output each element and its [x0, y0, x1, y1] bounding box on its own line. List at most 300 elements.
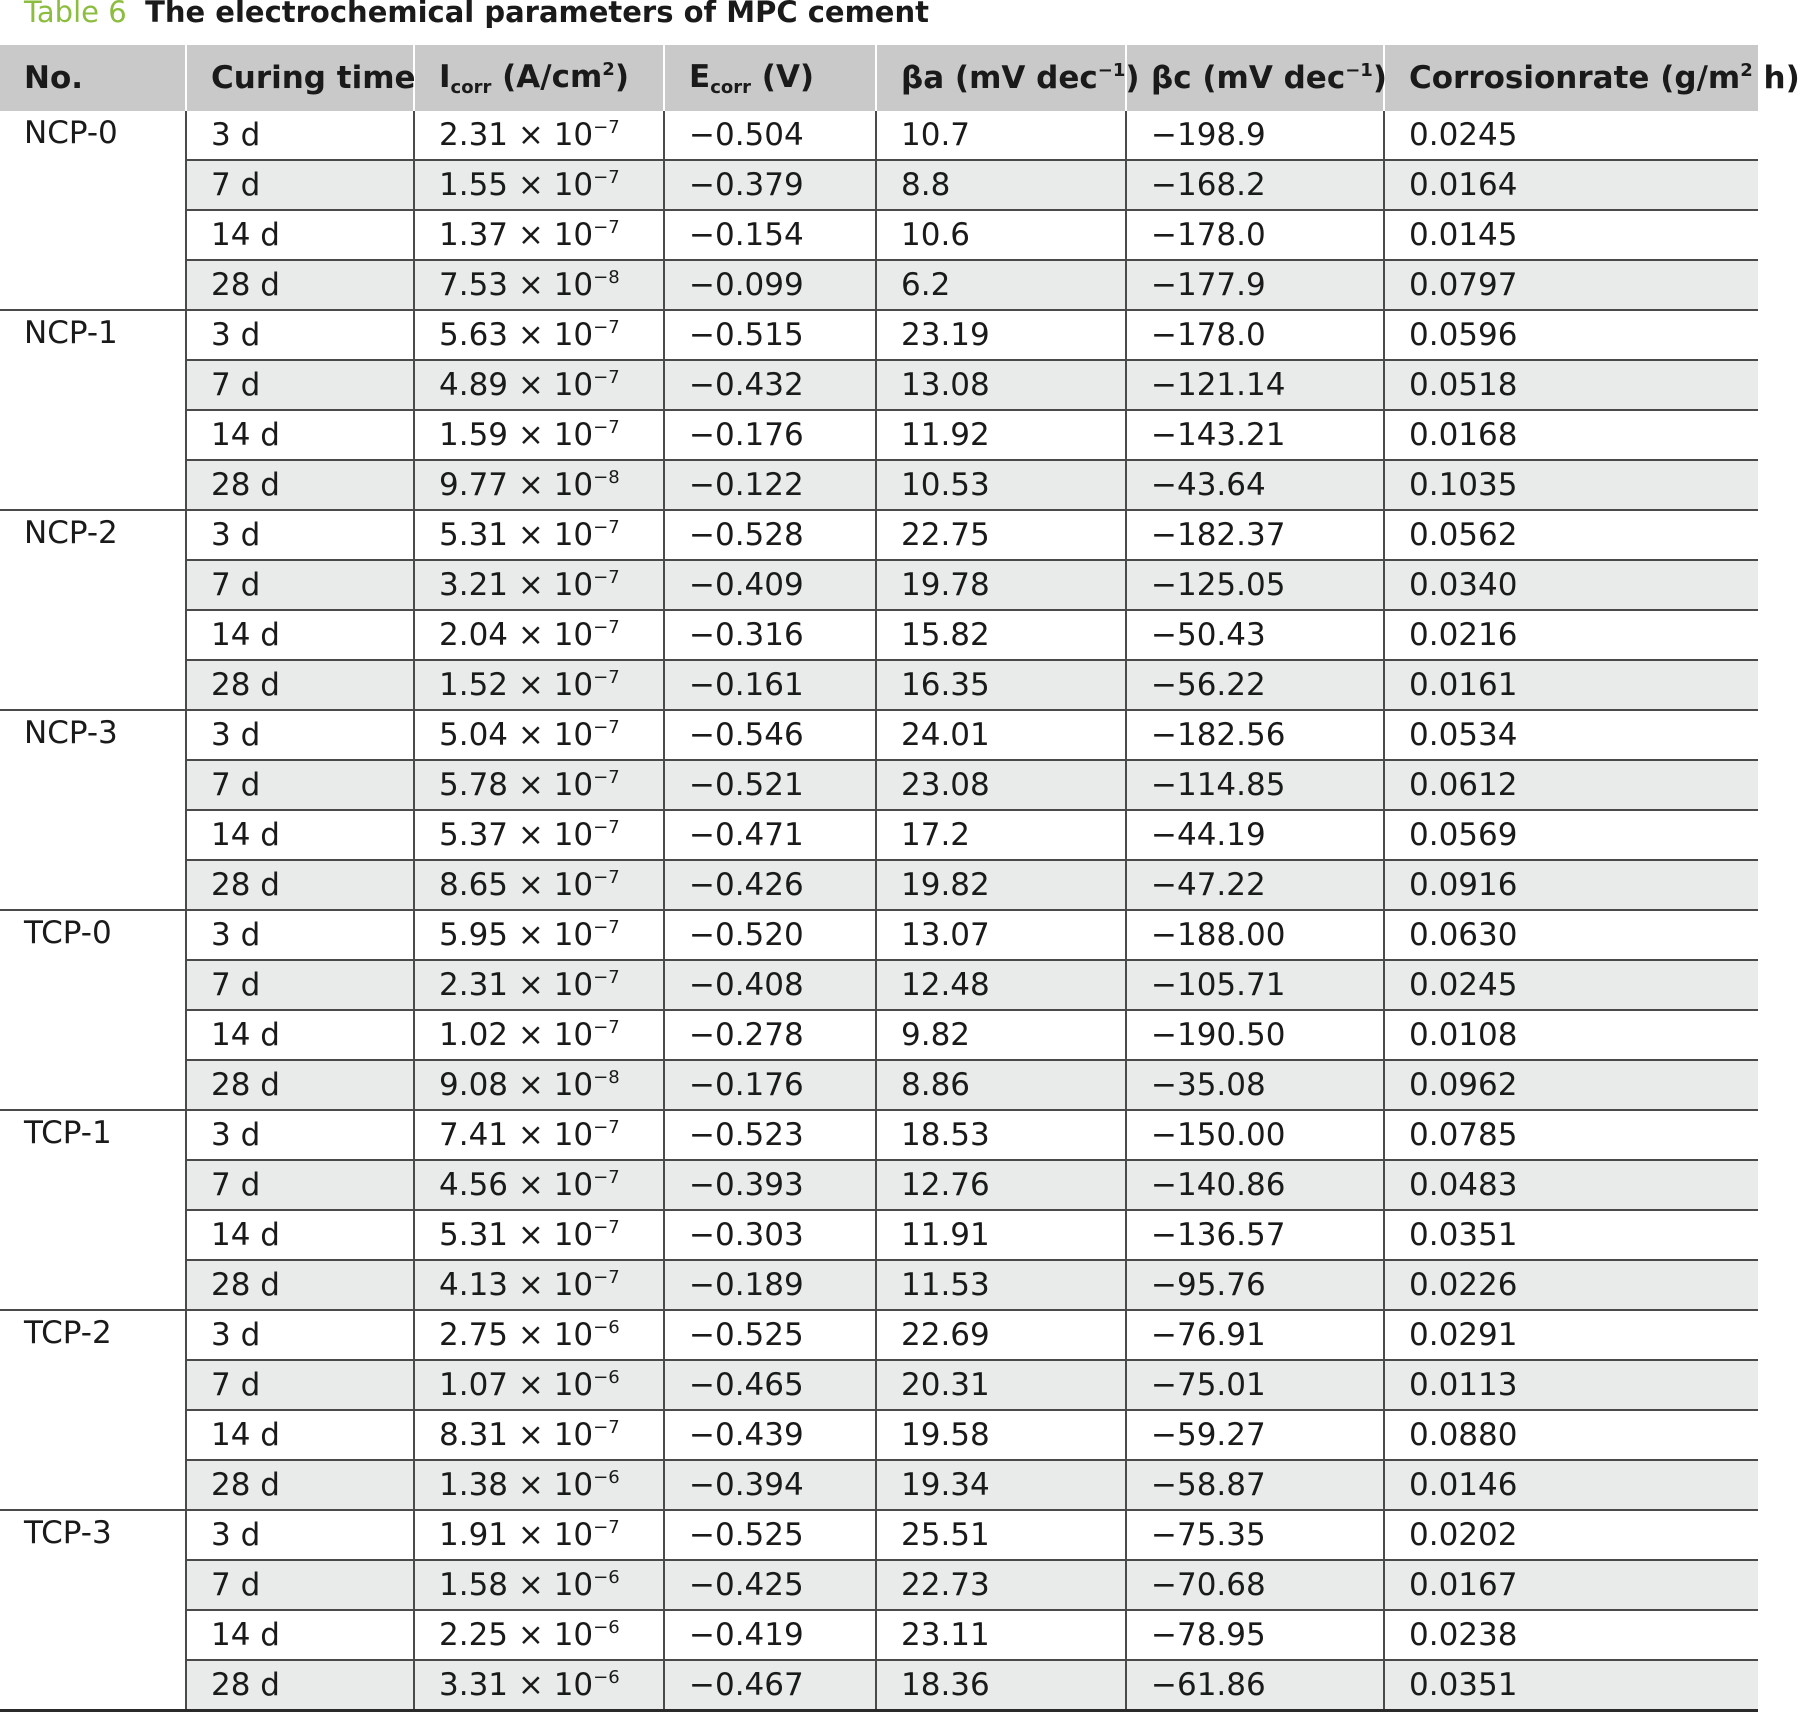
table-row	[0, 260, 1758, 310]
corrosion-rate-cell: 0.0880	[1384, 1410, 1758, 1460]
beta-c-cell: −150.00	[1126, 1110, 1384, 1160]
ecorr-cell: −0.099	[664, 260, 876, 310]
icorr-exponent: −7	[593, 617, 620, 638]
icorr-cell	[414, 1560, 664, 1610]
beta-c-cell: −95.76	[1126, 1260, 1384, 1310]
beta-a-cell: 11.53	[876, 1260, 1126, 1310]
icorr-mantissa: 1.58 × 10	[439, 1567, 594, 1603]
icorr-exponent: −7	[593, 117, 620, 138]
icorr-exponent: −7	[593, 717, 620, 738]
corrosion-rate-cell: 0.0146	[1384, 1460, 1758, 1510]
header-corrosion-rate-superscript: 2	[1740, 60, 1753, 81]
header-beta-a-superscript: −1	[1097, 60, 1126, 81]
sample-id-cell: NCP-0	[0, 111, 186, 310]
icorr-cell	[414, 610, 664, 660]
icorr-mantissa: 5.78 × 10	[439, 767, 594, 803]
beta-a-cell: 25.51	[876, 1510, 1126, 1560]
curing-time-cell: 7 d	[186, 1560, 414, 1610]
beta-a-cell: 16.35	[876, 660, 1126, 710]
icorr-exponent: −7	[593, 1117, 620, 1138]
icorr-cell	[414, 410, 664, 460]
table-title: The electrochemical parameters of MPC cement	[145, 0, 929, 29]
table-row	[0, 1210, 1758, 1260]
ecorr-cell: −0.176	[664, 1060, 876, 1110]
curing-time-cell: 28 d	[186, 1060, 414, 1110]
table-row	[0, 210, 1758, 260]
icorr-exponent: −7	[593, 767, 620, 788]
beta-c-cell: −177.9	[1126, 260, 1384, 310]
curing-time-cell: 7 d	[186, 1160, 414, 1210]
header-icorr-close: )	[614, 58, 629, 95]
beta-c-cell: −143.21	[1126, 410, 1384, 460]
beta-c-cell: −75.35	[1126, 1510, 1384, 1560]
corrosion-rate-cell: 0.0630	[1384, 910, 1758, 960]
table-row	[0, 910, 1758, 960]
icorr-cell	[414, 210, 664, 260]
table-row	[0, 1010, 1758, 1060]
beta-a-cell: 11.92	[876, 410, 1126, 460]
sample-id-cell: NCP-3	[0, 710, 186, 910]
corrosion-rate-cell: 0.0562	[1384, 510, 1758, 560]
ecorr-cell: −0.316	[664, 610, 876, 660]
table-row	[0, 1160, 1758, 1210]
ecorr-cell: −0.409	[664, 560, 876, 610]
table-row	[0, 1660, 1758, 1710]
icorr-cell	[414, 710, 664, 760]
icorr-cell	[414, 460, 664, 510]
table-row	[0, 1560, 1758, 1610]
icorr-exponent: −7	[593, 1267, 620, 1288]
table-header	[0, 45, 1800, 111]
beta-c-cell: −59.27	[1126, 1410, 1384, 1460]
icorr-cell	[414, 960, 664, 1010]
corrosion-rate-cell: 0.0534	[1384, 710, 1758, 760]
icorr-exponent: −6	[593, 1567, 620, 1588]
icorr-cell	[414, 660, 664, 710]
beta-a-cell: 6.2	[876, 260, 1126, 310]
ecorr-cell: −0.278	[664, 1010, 876, 1060]
icorr-mantissa: 7.53 × 10	[439, 267, 594, 303]
curing-time-cell: 14 d	[186, 1410, 414, 1460]
ecorr-cell: −0.521	[664, 760, 876, 810]
icorr-mantissa: 2.75 × 10	[439, 1317, 594, 1353]
corrosion-rate-cell: 0.0113	[1384, 1360, 1758, 1410]
beta-a-cell: 24.01	[876, 710, 1126, 760]
curing-time-cell: 3 d	[186, 1510, 414, 1560]
corrosion-rate-cell: 0.0168	[1384, 410, 1758, 460]
beta-c-cell: −182.37	[1126, 510, 1384, 560]
header-row	[0, 45, 1758, 111]
ecorr-cell: −0.432	[664, 360, 876, 410]
icorr-mantissa: 5.31 × 10	[439, 1217, 594, 1253]
header-beta-c	[1126, 45, 1387, 111]
header-ecorr-symbol: E	[689, 58, 711, 95]
ecorr-cell: −0.393	[664, 1160, 876, 1210]
beta-c-cell: −50.43	[1126, 610, 1384, 660]
curing-time-cell: 7 d	[186, 760, 414, 810]
table-row	[0, 660, 1758, 710]
header-beta-c-text: βc (mV dec	[1151, 60, 1346, 96]
table-number: Table 6	[24, 0, 127, 29]
header-icorr-unit: (A/cm	[491, 58, 603, 95]
beta-c-cell: −61.86	[1126, 1660, 1384, 1710]
corrosion-rate-cell: 0.0161	[1384, 660, 1758, 710]
beta-a-cell: 22.73	[876, 1560, 1126, 1610]
icorr-cell	[414, 910, 664, 960]
icorr-mantissa: 8.65 × 10	[439, 867, 594, 903]
curing-time-cell: 3 d	[186, 111, 414, 160]
icorr-cell	[414, 360, 664, 410]
beta-c-cell: −125.05	[1126, 560, 1384, 610]
ecorr-cell: −0.303	[664, 1210, 876, 1260]
ecorr-cell: −0.504	[664, 111, 876, 160]
icorr-exponent: −8	[593, 267, 620, 288]
beta-a-cell: 17.2	[876, 810, 1126, 860]
curing-time-cell: 14 d	[186, 1610, 414, 1660]
icorr-mantissa: 5.37 × 10	[439, 817, 594, 853]
corrosion-rate-cell: 0.0916	[1384, 860, 1758, 910]
curing-time-cell: 7 d	[186, 360, 414, 410]
corrosion-rate-cell: 0.0216	[1384, 610, 1758, 660]
icorr-cell	[414, 560, 664, 610]
corrosion-rate-cell: 0.0145	[1384, 210, 1758, 260]
ecorr-cell: −0.161	[664, 660, 876, 710]
corrosion-rate-cell: 0.0108	[1384, 1010, 1758, 1060]
corrosion-rate-cell: 0.0785	[1384, 1110, 1758, 1160]
curing-time-cell: 7 d	[186, 1360, 414, 1410]
icorr-exponent: −6	[593, 1467, 620, 1488]
beta-a-cell: 13.08	[876, 360, 1126, 410]
ecorr-cell: −0.520	[664, 910, 876, 960]
table-row	[0, 510, 1758, 560]
table-row	[0, 1310, 1758, 1360]
header-icorr-superscript: 2	[602, 58, 615, 80]
beta-c-cell: −44.19	[1126, 810, 1384, 860]
icorr-mantissa: 1.37 × 10	[439, 217, 594, 253]
beta-c-cell: −198.9	[1126, 111, 1384, 160]
beta-a-cell: 20.31	[876, 1360, 1126, 1410]
icorr-exponent: −6	[593, 1667, 620, 1688]
icorr-mantissa: 1.91 × 10	[439, 1517, 594, 1553]
curing-time-cell: 28 d	[186, 260, 414, 310]
electrochemical-parameters-table	[0, 45, 1800, 1711]
beta-a-cell: 8.86	[876, 1060, 1126, 1110]
icorr-cell	[414, 1360, 664, 1410]
table-row	[0, 310, 1758, 360]
beta-a-cell: 9.82	[876, 1010, 1126, 1060]
beta-c-cell: −114.85	[1126, 760, 1384, 810]
corrosion-rate-cell: 0.0351	[1384, 1660, 1758, 1710]
beta-c-cell: −47.22	[1126, 860, 1384, 910]
beta-a-cell: 13.07	[876, 910, 1126, 960]
table-row	[0, 360, 1758, 410]
curing-time-cell: 7 d	[186, 160, 414, 210]
beta-c-cell: −178.0	[1126, 310, 1384, 360]
curing-time-cell: 28 d	[186, 660, 414, 710]
icorr-mantissa: 9.77 × 10	[439, 467, 594, 503]
icorr-cell	[414, 810, 664, 860]
icorr-mantissa: 8.31 × 10	[439, 1417, 594, 1453]
table-row	[0, 710, 1758, 760]
beta-a-cell: 8.8	[876, 160, 1126, 210]
beta-c-cell: −168.2	[1126, 160, 1384, 210]
corrosion-rate-cell: 0.0962	[1384, 1060, 1758, 1110]
icorr-cell	[414, 1610, 664, 1660]
ecorr-cell: −0.546	[664, 710, 876, 760]
icorr-exponent: −8	[593, 1067, 620, 1088]
icorr-exponent: −6	[593, 1317, 620, 1338]
icorr-mantissa: 2.25 × 10	[439, 1617, 594, 1653]
ecorr-cell: −0.467	[664, 1660, 876, 1710]
corrosion-rate-cell: 0.0226	[1384, 1260, 1758, 1310]
ecorr-cell: −0.439	[664, 1410, 876, 1460]
header-corrosion-rate	[1384, 45, 1800, 111]
header-curing-time: Curing time	[186, 45, 414, 111]
ecorr-cell: −0.176	[664, 410, 876, 460]
curing-time-cell: 28 d	[186, 1660, 414, 1710]
beta-a-cell: 12.76	[876, 1160, 1126, 1210]
curing-time-cell: 3 d	[186, 1310, 414, 1360]
beta-a-cell: 23.08	[876, 760, 1126, 810]
table-row	[0, 760, 1758, 810]
ecorr-cell: −0.379	[664, 160, 876, 210]
icorr-mantissa: 1.52 × 10	[439, 667, 594, 703]
icorr-exponent: −7	[593, 417, 620, 438]
icorr-exponent: −7	[593, 1517, 620, 1538]
icorr-mantissa: 3.21 × 10	[439, 567, 594, 603]
ecorr-cell: −0.425	[664, 1560, 876, 1610]
curing-time-cell: 28 d	[186, 1460, 414, 1510]
header-corrosion-rate-close: h)	[1752, 60, 1800, 96]
table-row	[0, 111, 1758, 160]
icorr-exponent: −7	[593, 317, 620, 338]
icorr-cell	[414, 760, 664, 810]
corrosion-rate-cell: 0.0596	[1384, 310, 1758, 360]
icorr-cell	[414, 1510, 664, 1560]
beta-c-cell: −75.01	[1126, 1360, 1384, 1410]
curing-time-cell: 3 d	[186, 310, 414, 360]
ecorr-cell: −0.465	[664, 1360, 876, 1410]
corrosion-rate-cell: 0.1035	[1384, 460, 1758, 510]
corrosion-rate-cell: 0.0291	[1384, 1310, 1758, 1360]
icorr-cell	[414, 1410, 664, 1460]
corrosion-rate-cell: 0.0164	[1384, 160, 1758, 210]
curing-time-cell: 7 d	[186, 960, 414, 1010]
icorr-cell	[414, 1110, 664, 1160]
beta-c-cell: −43.64	[1126, 460, 1384, 510]
beta-c-cell: −190.50	[1126, 1010, 1384, 1060]
beta-a-cell: 19.58	[876, 1410, 1126, 1460]
icorr-mantissa: 9.08 × 10	[439, 1067, 594, 1103]
table-row	[0, 810, 1758, 860]
beta-c-cell: −105.71	[1126, 960, 1384, 1010]
table-row	[0, 1510, 1758, 1560]
corrosion-rate-cell: 0.0167	[1384, 1560, 1758, 1610]
icorr-exponent: −8	[593, 467, 620, 488]
ecorr-cell: −0.408	[664, 960, 876, 1010]
beta-c-cell: −76.91	[1126, 1310, 1384, 1360]
icorr-mantissa: 2.31 × 10	[439, 967, 594, 1003]
table-row	[0, 610, 1758, 660]
icorr-mantissa: 2.04 × 10	[439, 617, 594, 653]
icorr-mantissa: 1.59 × 10	[439, 417, 594, 453]
icorr-mantissa: 5.04 × 10	[439, 717, 594, 753]
icorr-mantissa: 4.56 × 10	[439, 1167, 594, 1203]
icorr-exponent: −7	[593, 967, 620, 988]
curing-time-cell: 28 d	[186, 460, 414, 510]
icorr-cell	[414, 1460, 664, 1510]
table-row	[0, 1410, 1758, 1460]
curing-time-cell: 3 d	[186, 710, 414, 760]
beta-c-cell: −35.08	[1126, 1060, 1384, 1110]
header-beta-a-close: )	[1125, 60, 1140, 96]
icorr-mantissa: 3.31 × 10	[439, 1667, 594, 1703]
beta-a-cell: 10.53	[876, 460, 1126, 510]
table-bottom-rule	[0, 1709, 1758, 1712]
header-icorr	[414, 45, 664, 111]
ecorr-cell: −0.419	[664, 1610, 876, 1660]
beta-c-cell: −182.56	[1126, 710, 1384, 760]
beta-c-cell: −178.0	[1126, 210, 1384, 260]
table-row	[0, 860, 1758, 910]
table-caption	[24, 0, 929, 36]
icorr-exponent: −6	[593, 1617, 620, 1638]
icorr-cell	[414, 1660, 664, 1710]
corrosion-rate-cell: 0.0351	[1384, 1210, 1758, 1260]
icorr-exponent: −6	[593, 1367, 620, 1388]
icorr-exponent: −7	[593, 567, 620, 588]
table-row	[0, 1110, 1758, 1160]
icorr-cell	[414, 260, 664, 310]
table-row	[0, 410, 1758, 460]
header-ecorr-unit: (V)	[750, 58, 815, 95]
icorr-exponent: −7	[593, 367, 620, 388]
header-beta-c-close: )	[1372, 60, 1387, 96]
table-row	[0, 1610, 1758, 1660]
icorr-mantissa: 4.89 × 10	[439, 367, 594, 403]
curing-time-cell: 14 d	[186, 1210, 414, 1260]
sample-id-cell: NCP-2	[0, 510, 186, 710]
beta-c-cell: −188.00	[1126, 910, 1384, 960]
beta-a-cell: 12.48	[876, 960, 1126, 1010]
icorr-exponent: −7	[593, 217, 620, 238]
icorr-cell	[414, 1210, 664, 1260]
icorr-exponent: −7	[593, 867, 620, 888]
icorr-mantissa: 4.13 × 10	[439, 1267, 594, 1303]
table-row	[0, 1060, 1758, 1110]
corrosion-rate-cell: 0.0238	[1384, 1610, 1758, 1660]
curing-time-cell: 14 d	[186, 1010, 414, 1060]
icorr-exponent: −7	[593, 817, 620, 838]
ecorr-cell: −0.189	[664, 1260, 876, 1310]
icorr-mantissa: 5.95 × 10	[439, 917, 594, 953]
beta-a-cell: 22.75	[876, 510, 1126, 560]
corrosion-rate-cell: 0.0245	[1384, 111, 1758, 160]
curing-time-cell: 14 d	[186, 810, 414, 860]
corrosion-rate-cell: 0.0202	[1384, 1510, 1758, 1560]
table-row	[0, 460, 1758, 510]
beta-a-cell: 23.19	[876, 310, 1126, 360]
icorr-mantissa: 2.31 × 10	[439, 117, 594, 153]
corrosion-rate-cell: 0.0245	[1384, 960, 1758, 1010]
beta-a-cell: 23.11	[876, 1610, 1126, 1660]
table-row	[0, 560, 1758, 610]
curing-time-cell: 28 d	[186, 1260, 414, 1310]
corrosion-rate-cell: 0.0340	[1384, 560, 1758, 610]
beta-a-cell: 19.82	[876, 860, 1126, 910]
curing-time-cell: 14 d	[186, 610, 414, 660]
beta-a-cell: 19.78	[876, 560, 1126, 610]
header-ecorr	[664, 45, 876, 111]
sample-id-cell: TCP-0	[0, 910, 186, 1110]
beta-a-cell: 19.34	[876, 1460, 1126, 1510]
ecorr-cell: −0.528	[664, 510, 876, 560]
icorr-exponent: −7	[593, 1017, 620, 1038]
icorr-cell	[414, 1310, 664, 1360]
icorr-mantissa: 7.41 × 10	[439, 1117, 594, 1153]
beta-c-cell: −58.87	[1126, 1460, 1384, 1510]
icorr-exponent: −7	[593, 667, 620, 688]
table-row	[0, 1460, 1758, 1510]
ecorr-cell: −0.154	[664, 210, 876, 260]
icorr-cell	[414, 160, 664, 210]
icorr-exponent: −7	[593, 1217, 620, 1238]
ecorr-cell: −0.426	[664, 860, 876, 910]
header-no: No.	[0, 45, 186, 111]
icorr-mantissa: 1.55 × 10	[439, 167, 594, 203]
table-row	[0, 960, 1758, 1010]
curing-time-cell: 3 d	[186, 1110, 414, 1160]
beta-c-cell: −140.86	[1126, 1160, 1384, 1210]
icorr-mantissa: 5.63 × 10	[439, 317, 594, 353]
table-row	[0, 1260, 1758, 1310]
icorr-exponent: −7	[593, 1417, 620, 1438]
icorr-cell	[414, 1160, 664, 1210]
beta-c-cell: −70.68	[1126, 1560, 1384, 1610]
curing-time-cell: 14 d	[186, 210, 414, 260]
table-row	[0, 1360, 1758, 1410]
header-corrosion-rate-text: Corrosionrate (g/m	[1409, 60, 1741, 96]
ecorr-cell: −0.122	[664, 460, 876, 510]
curing-time-cell: 28 d	[186, 860, 414, 910]
beta-a-cell: 18.53	[876, 1110, 1126, 1160]
curing-time-cell: 3 d	[186, 510, 414, 560]
header-beta-a	[876, 45, 1140, 111]
icorr-cell	[414, 1260, 664, 1310]
beta-c-cell: −136.57	[1126, 1210, 1384, 1260]
icorr-cell	[414, 860, 664, 910]
curing-time-cell: 14 d	[186, 410, 414, 460]
header-beta-c-superscript: −1	[1345, 60, 1373, 81]
icorr-mantissa: 1.38 × 10	[439, 1467, 594, 1503]
header-icorr-symbol: I	[439, 58, 451, 95]
sample-id-cell: TCP-3	[0, 1510, 186, 1710]
beta-a-cell: 15.82	[876, 610, 1126, 660]
corrosion-rate-cell: 0.0483	[1384, 1160, 1758, 1210]
corrosion-rate-cell: 0.0797	[1384, 260, 1758, 310]
icorr-mantissa: 1.02 × 10	[439, 1017, 594, 1053]
icorr-cell	[414, 310, 664, 360]
icorr-cell	[414, 1010, 664, 1060]
icorr-cell	[414, 510, 664, 560]
ecorr-cell: −0.525	[664, 1510, 876, 1560]
ecorr-cell: −0.525	[664, 1310, 876, 1360]
icorr-cell	[414, 111, 664, 160]
icorr-exponent: −7	[593, 917, 620, 938]
beta-a-cell: 22.69	[876, 1310, 1126, 1360]
ecorr-cell: −0.523	[664, 1110, 876, 1160]
sample-id-cell: TCP-2	[0, 1310, 186, 1510]
